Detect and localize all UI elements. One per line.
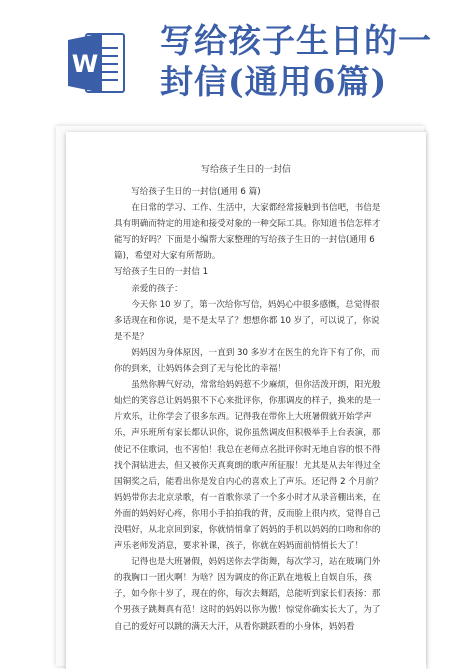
body-paragraph: 虽然你脾气好动，常常给妈妈惹不少麻烦，但你活泼开朗，阳光般灿烂的笑容总让妈妈狠不下心来批评你，你那调皮的样子，换来的是一片欢乐，让你学会了很多东西。记得我在带你上大班暑假就开始学声乐，声乐班所有家长都认识你，说你虽然调皮但积极举手上台表演，那使记不住歌词，也不害怕！我总在老师点名批评你时无地自容的恨不得找个洞钻进去，但又被你天真爽朗的歌声所征服！尤其是从去年得过全国铜奖之后，能看出你是发自内心的喜欢上了声乐。还记得 2 个月前？妈妈带你去北京录歌，有一首歌你录了一个多小时才从录音棚出来，在外面的妈妈好心疼，你用小手拍拍我的背，反而脸上很内疚，觉得自己没唱好，从北京回到家，你就悄悄拿了妈妈的手机以妈妈的口吻和你的声乐老师发消息，要求补课，孩子，你就在妈妈面前悄悄长大了！	[114, 380, 383, 552]
word-document-icon	[68, 30, 126, 96]
banner-title	[160, 20, 460, 102]
banner-title-line-1: 写给孩子生日的一	[160, 21, 432, 60]
salutation: 亲爱的孩子：	[131, 283, 183, 294]
banner	[0, 0, 474, 120]
banner-title-line-2: 封信(通用6篇)	[160, 62, 388, 101]
document-body	[114, 184, 384, 635]
document-subtitle: 写给孩子生日的一封信(通用 6 篇)	[131, 187, 261, 197]
document-page	[66, 132, 426, 669]
word-logo-letter: W	[71, 50, 99, 78]
document-title: 写给孩子生日的一封信	[200, 165, 291, 175]
body-paragraph: 今天你 10 岁了，第一次给你写信，妈妈心中很多感慨，总觉得很多话现在和你说，是不是太早了？想想你都 10 岁了，可以说了，你说是不是？	[114, 299, 380, 342]
intro-paragraph: 在日常的学习、工作、生活中，大家都经常接触到书信吧，书信是具有明确而特定的用途和接受对象的一种交际工具。你知道书信怎样才能写的好吗？下面是小编帮大家整理的写给孩子生日的一封信(通用 6 篇)，希望对大家有所帮助。	[114, 203, 381, 262]
body-paragraph: 记得也是大班暑假，妈妈送你去学街舞，每次学习，站在玻璃门外的我胸口一团火啊！为啥？因为调皮的你正趴在地板上自娱自乐，孩子，如今你十岁了，现在的你，每次去舞蹈，总能听到家长们表扬：那个男孩子跳舞真有范！这时的妈妈以你为傲！惊觉你确实长大了，为了自己的爱好可以跳的满天大汗，从看你跳跃看的小身体，妈妈看	[114, 557, 381, 632]
body-paragraph: 妈妈因为身体原因，一直到 30 多岁才在医生的允许下有了你，而你的到来，让妈妈体会到了无与伦比的幸福！	[114, 347, 380, 375]
section-heading: 写给孩子生日的一封信 1	[114, 267, 209, 278]
